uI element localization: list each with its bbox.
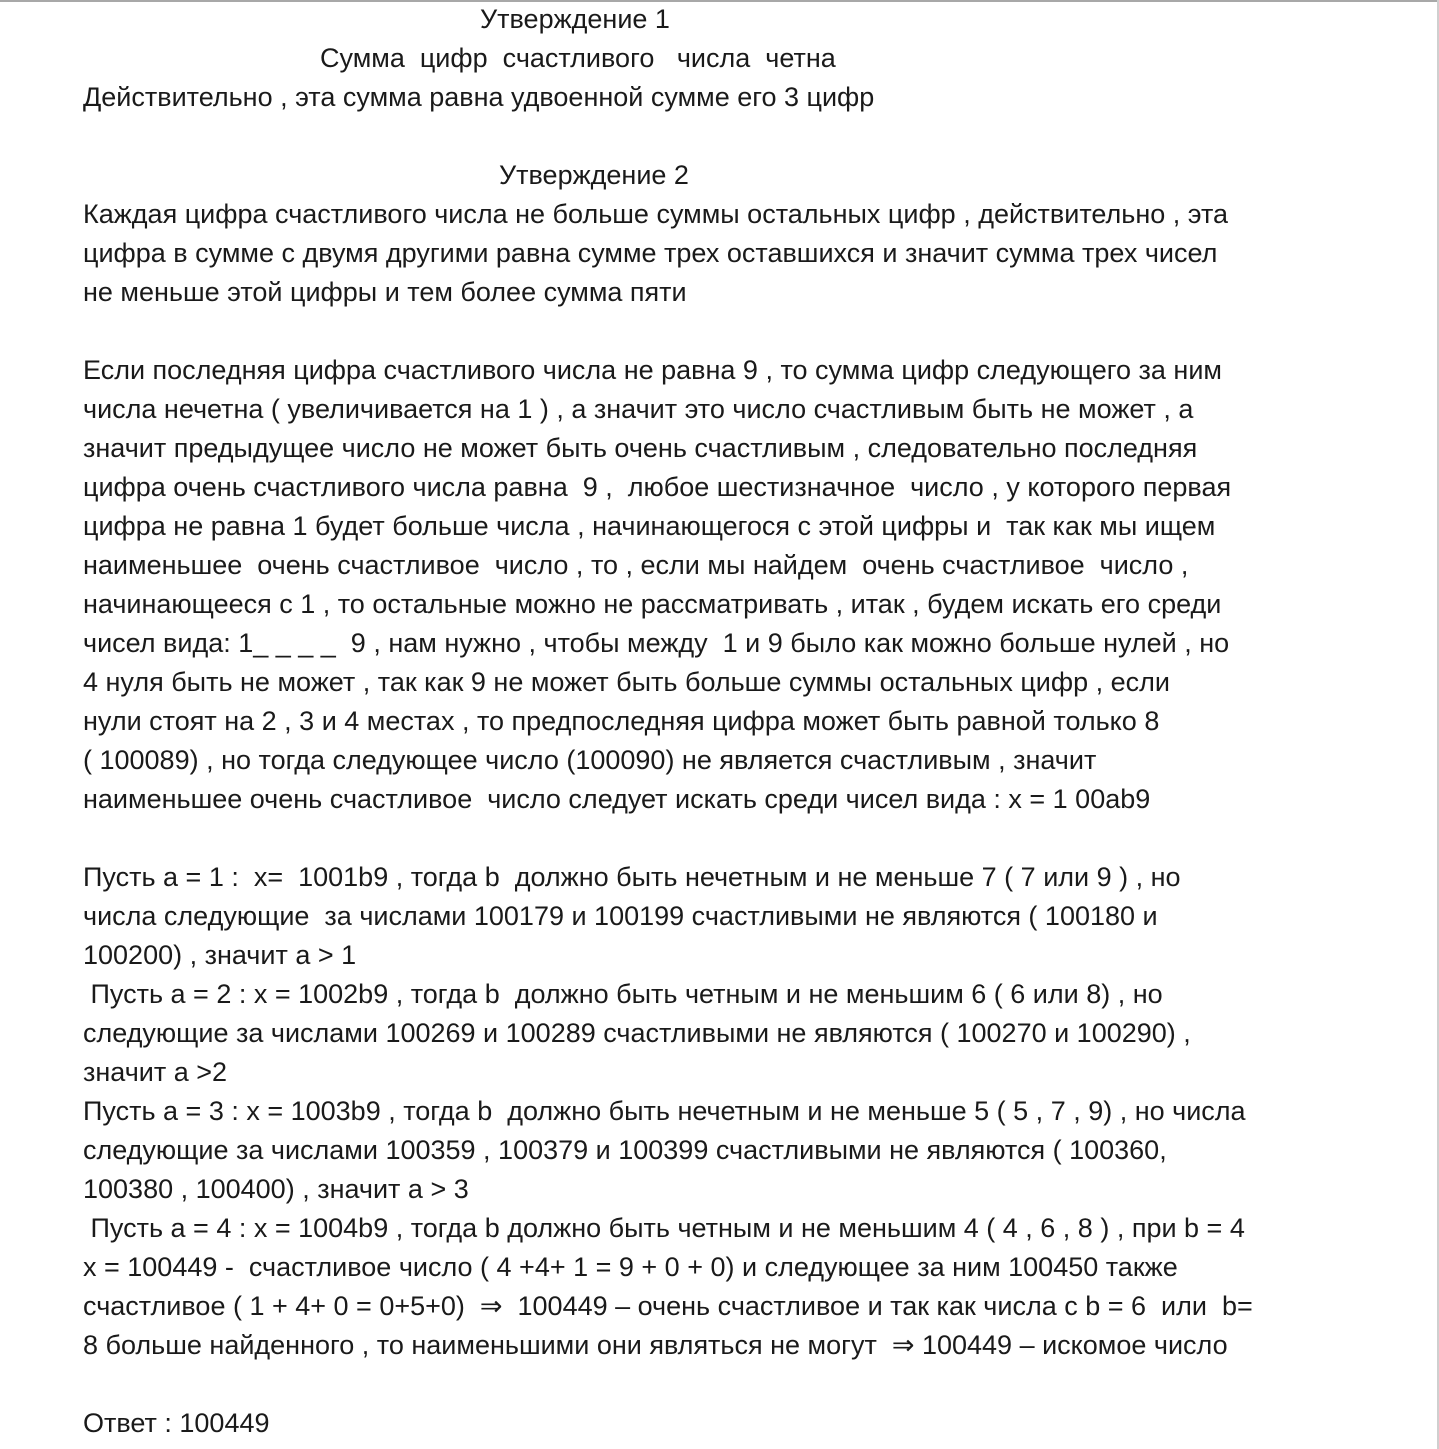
statement1-subtitle: Сумма цифр счастливого числа четна: [320, 43, 836, 73]
spacer: [83, 312, 1383, 351]
case-line: счастливое ( 1 + 4+ 0 = 0+5+0) ⇒ 100449 – очень счастливое и так как числа с b = 6 или b=: [83, 1291, 1253, 1321]
case-line: Пусть a = 1 : x= 1001b9 , тогда b должно быть нечетным и не меньше 7 ( 7 или 9 ) , но: [83, 862, 1181, 892]
statement1-text: Действительно , эта сумма равна удвоенной сумме его 3 цифр: [83, 82, 875, 112]
statement2-heading: Утверждение 2: [499, 160, 689, 190]
reasoning-line: наименьшее очень счастливое число , то , если мы найдем очень счастливое число ,: [83, 550, 1189, 580]
reasoning-line: нули стоят на 2 , 3 и 4 местах , то предпоследняя цифра может быть равной только 8: [83, 706, 1160, 736]
spacer: [83, 819, 1383, 858]
reasoning-line: Если последняя цифра счастливого числа не равна 9 , то сумма цифр следующего за ним: [83, 355, 1222, 385]
reasoning-line: начинающееся с 1 , то остальные можно не рассматривать , итак , будем искать его среди: [83, 589, 1222, 619]
case-line: числа следующие за числами 100179 и 100199 счастливыми не являются ( 100180 и: [83, 901, 1158, 931]
reasoning-line: значит предыдущее число не может быть очень счастливым , следовательно последняя: [83, 433, 1198, 463]
case-line: Пусть a = 4 : x = 1004b9 , тогда b должно быть четным и не меньшим 4 ( 4 , 6 , 8 ) , при b = 4: [83, 1213, 1245, 1243]
case-line: следующие за числами 100269 и 100289 счастливыми не являются ( 100270 и 100290) ,: [83, 1018, 1191, 1048]
case-line: 100380 , 100400) , значит a > 3: [83, 1174, 469, 1204]
spacer: [83, 1365, 1383, 1404]
reasoning-line: цифра очень счастливого числа равна 9 , любое шестизначное число , у которого первая: [83, 472, 1232, 502]
statement1-heading: Утверждение 1: [480, 4, 670, 34]
reasoning-line: ( 100089) , но тогда следующее число (100090) не является счастливым , значит: [83, 745, 1097, 775]
document-page: [83, 0, 1383, 1443]
reasoning-line: цифра не равна 1 будет больше числа , начинающегося с этой цифры и так как мы ищем: [83, 511, 1216, 541]
reasoning-line: 4 нуля быть не может , так как 9 не может быть больше суммы остальных цифр , если: [83, 667, 1170, 697]
statement2-line: не меньше этой цифры и тем более сумма пяти: [83, 277, 687, 307]
statement2-line: Каждая цифра счастливого числа не больше суммы остальных цифр , действительно , эта: [83, 199, 1229, 229]
reasoning-line: числа нечетна ( увеличивается на 1 ) , а значит это число счастливым быть не может , а: [83, 394, 1194, 424]
case-line: 8 больше найденного , то наименьшими они являться не могут ⇒ 100449 – искомое число: [83, 1330, 1228, 1360]
case-line: Пусть a = 2 : x = 1002b9 , тогда b должно быть четным и не меньшим 6 ( 6 или 8) , но: [83, 979, 1163, 1009]
statement2-line: цифра в сумме с двумя другими равна сумме трех оставшихся и значит сумма трех чисел: [83, 238, 1218, 268]
reasoning-line: чисел вида: 1_ _ _ _ 9 , нам нужно , чтобы между 1 и 9 было как можно больше нулей , но: [83, 628, 1230, 658]
spacer: [83, 117, 1383, 156]
case-line: Пусть a = 3 : x = 1003b9 , тогда b должно быть нечетным и не меньше 5 ( 5 , 7 , 9) , но числа: [83, 1096, 1246, 1126]
case-line: следующие за числами 100359 , 100379 и 100399 счастливыми не являются ( 100360,: [83, 1135, 1167, 1165]
answer-text: Ответ : 100449: [83, 1408, 270, 1438]
case-line: значит a >2: [83, 1057, 228, 1087]
case-line: 100200) , значит a > 1: [83, 940, 357, 970]
case-line: x = 100449 - счастливое число ( 4 +4+ 1 = 9 + 0 + 0) и следующее за ним 100450 также: [83, 1252, 1178, 1282]
reasoning-line: наименьшее очень счастливое число следует искать среди чисел вида : x = 1 00ab9: [83, 784, 1151, 814]
